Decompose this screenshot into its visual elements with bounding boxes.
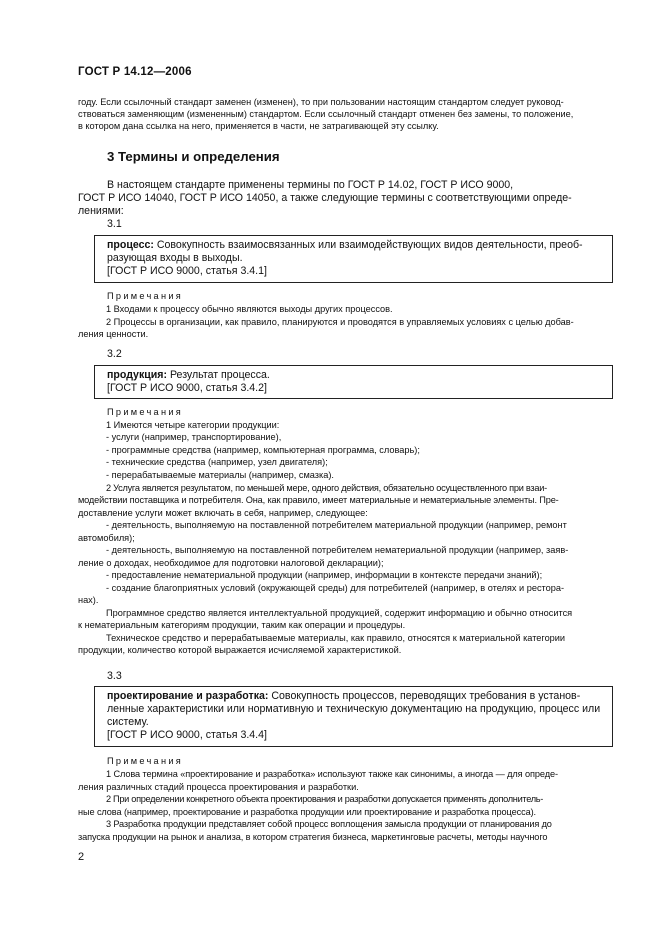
intro-line: году. Если ссылочный стандарт заменен (изменен), то при пользовании настоящим стандартом следует руковод- — [78, 97, 564, 107]
note-line: нах). — [78, 595, 99, 605]
term-box — [94, 235, 613, 283]
lead-line: лениями: — [78, 205, 124, 217]
term-name: проектирование и разработка: — [107, 690, 269, 702]
notes-title: Примечания — [107, 291, 184, 301]
lead-line: В настоящем стандарте применены термины по ГОСТ Р 14.02, ГОСТ Р ИСО 9000, — [107, 179, 514, 191]
note-line: 3 Разработка продукции представляет собой процесс воплощения замысла продукции от планирования до — [106, 819, 552, 829]
note-line: 2 При определении конкретного объекта проектирования и разработки допускается применять дополнитель- — [106, 794, 544, 804]
definition-line: ленные характеристики или нормативную и техническую документацию на продукцию, процесс или — [107, 703, 601, 715]
note-line: к нематериальным категориям продукции, таким как операции и процедуры. — [78, 620, 406, 630]
definition-line: Результат процесса. — [169, 369, 270, 381]
note-line: - деятельность, выполняемую на поставленной потребителем материальной продукции (например, ремонт — [106, 520, 567, 530]
term-number: 3.2 — [107, 348, 122, 360]
note-line: ления различных стадий процесса проектирования и разработки. — [78, 782, 359, 792]
note-line: - предоставление нематериальной продукции (например, информации в контексте передачи знаний); — [106, 570, 543, 580]
page-number: 2 — [78, 851, 85, 863]
note-line: 1 Слова термина «проектирование и разработка» используют также как синонимы, а иногда — для опреде- — [106, 769, 558, 779]
intro-line: ствоваться заменяющим (измененным) стандартом. Если ссылочный стандарт отменен без замены, то положение, — [78, 109, 574, 119]
note-line: - деятельность, выполняемую на поставленной потребителем нематериальной продукции (например, заяв- — [106, 545, 569, 555]
note-line: - технические средства (например, узел двигателя); — [106, 457, 328, 467]
note-line: - услуги (например, транспортирование), — [106, 432, 282, 442]
note-line: автомобиля); — [78, 533, 135, 543]
note-line: ление о доходах, необходимое для подготовки налоговой декларации); — [78, 558, 384, 568]
definition-line: Совокупность взаимосвязанных или взаимодействующих видов деятельности, преоб- — [156, 239, 583, 251]
definition-line: Совокупность процессов, переводящих требования в установ- — [271, 690, 581, 702]
note-line: - программные средства (например, компьютерная программа, словарь); — [106, 445, 420, 455]
note-line: 1 Имеются четыре категории продукции: — [106, 420, 280, 430]
note-line: доставление услуги может включать в себя, например, следующее: — [78, 508, 368, 518]
note-line: Техническое средство и перерабатываемые материалы, как правило, относятся к материальной категории — [106, 633, 566, 643]
term-reference: [ГОСТ Р ИСО 9000, статья 3.4.4] — [107, 729, 267, 741]
definition-line: разующая входы в выходы. — [107, 252, 243, 264]
notes-title: Примечания — [107, 756, 184, 766]
term-name: продукция: — [107, 369, 167, 381]
term-box — [94, 686, 613, 747]
term-number: 3.3 — [107, 670, 122, 682]
note-line: ные слова (например, проектирование и разработка продукции или проектирование и разработка процесса). — [78, 807, 537, 817]
notes-title: Примечания — [107, 407, 184, 417]
intro-line: в котором дана ссылка на него, применяется в части, не затрагивающей эту ссылку. — [78, 121, 439, 131]
note-line: 1 Входами к процессу обычно являются выходы других процессов. — [106, 304, 393, 314]
note-line: модействии поставщика и потребителя. Она, как правило, имеет материальные и нематериальные элементы. Пре- — [78, 495, 559, 505]
note-line: 2 Услуга является результатом, по меньшей мере, одного действия, обязательно осуществленного при взаи- — [106, 483, 547, 493]
note-line: - перерабатываемые материалы (например, смазка). — [106, 470, 334, 480]
note-line: продукции, количество которой выражается исчисляемой характеристикой. — [78, 645, 402, 655]
definition-line: систему. — [107, 716, 149, 728]
term-reference: [ГОСТ Р ИСО 9000, статья 3.4.1] — [107, 265, 267, 277]
term-number: 3.1 — [107, 218, 122, 230]
term-name: процесс: — [107, 239, 154, 251]
term-box — [94, 365, 613, 399]
note-line: - создание благоприятных условий (окружающей среды) для потребителей (например, в отелях и рестора- — [106, 583, 565, 593]
term-reference: [ГОСТ Р ИСО 9000, статья 3.4.2] — [107, 382, 267, 394]
document-header: ГОСТ Р 14.12—2006 — [78, 66, 192, 78]
note-line: запуска продукции на рынок и анализа, в котором стратегия бизнеса, маркетинговые расчеты, методы научного — [78, 832, 548, 842]
lead-line: ГОСТ Р ИСО 14040, ГОСТ Р ИСО 14050, а также следующие термины с соответствующими опреде- — [78, 192, 572, 204]
note-line: ления ценности. — [78, 329, 149, 339]
note-line: 2 Процессы в организации, как правило, планируются и проводятся в управляемых условиях с целью добав- — [106, 317, 574, 327]
note-line: Программное средство является интеллектуальной продукцией, содержит информацию и обычно относится — [106, 608, 573, 618]
section-heading: 3 Термины и определения — [107, 149, 280, 164]
